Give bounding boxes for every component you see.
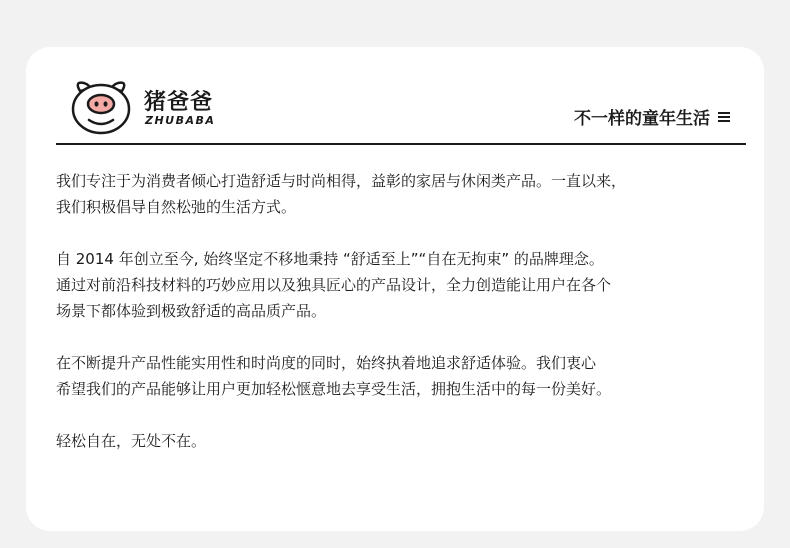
paragraph-slogan (56, 428, 746, 454)
header-tagline[interactable] (574, 104, 730, 129)
text-line: 希望我们的产品能够让用户更加轻松惬意地去享受生活，拥抱生活中的每一份美好。 (56, 380, 612, 398)
card-header (56, 73, 746, 145)
menu-icon[interactable] (718, 111, 730, 123)
text-line: 我们积极倡导自然松弛的生活方式。 (56, 198, 297, 216)
text-line: 场景下都体验到极致舒适的高品质产品。 (56, 302, 327, 320)
tagline-text: 不一样的童年生活 (574, 109, 710, 129)
pig-face-icon (68, 77, 134, 137)
about-text (56, 168, 746, 454)
about-card (26, 47, 764, 531)
text-line: 在不断提升产品性能实用性和时尚度的同时，始终执着地追求舒适体验。我们衷心 (56, 354, 597, 372)
brand-name-cn: 猪爸爸 (144, 90, 214, 115)
text-line: 轻松自在，无处不在。 (56, 432, 207, 450)
paragraph-intro (56, 168, 746, 220)
text-line: 自 2014 年创立至今, 始终坚定不移地秉持 “舒适至上”“自在无拘束” 的品牌理念。 (56, 250, 604, 268)
brand-logo[interactable] (68, 77, 228, 137)
text-line: 通过对前沿科技材料的巧妙应用以及独具匠心的产品设计，全力创造能让用户在各个 (56, 276, 612, 294)
brand-name-en: ZHUBABA (145, 114, 216, 127)
text-line: 我们专注于为消费者倾心打造舒适与时尚相得，益彰的家居与休闲类产品。一直以来， (56, 172, 627, 190)
paragraph-philosophy (56, 246, 746, 324)
paragraph-mission (56, 350, 746, 402)
